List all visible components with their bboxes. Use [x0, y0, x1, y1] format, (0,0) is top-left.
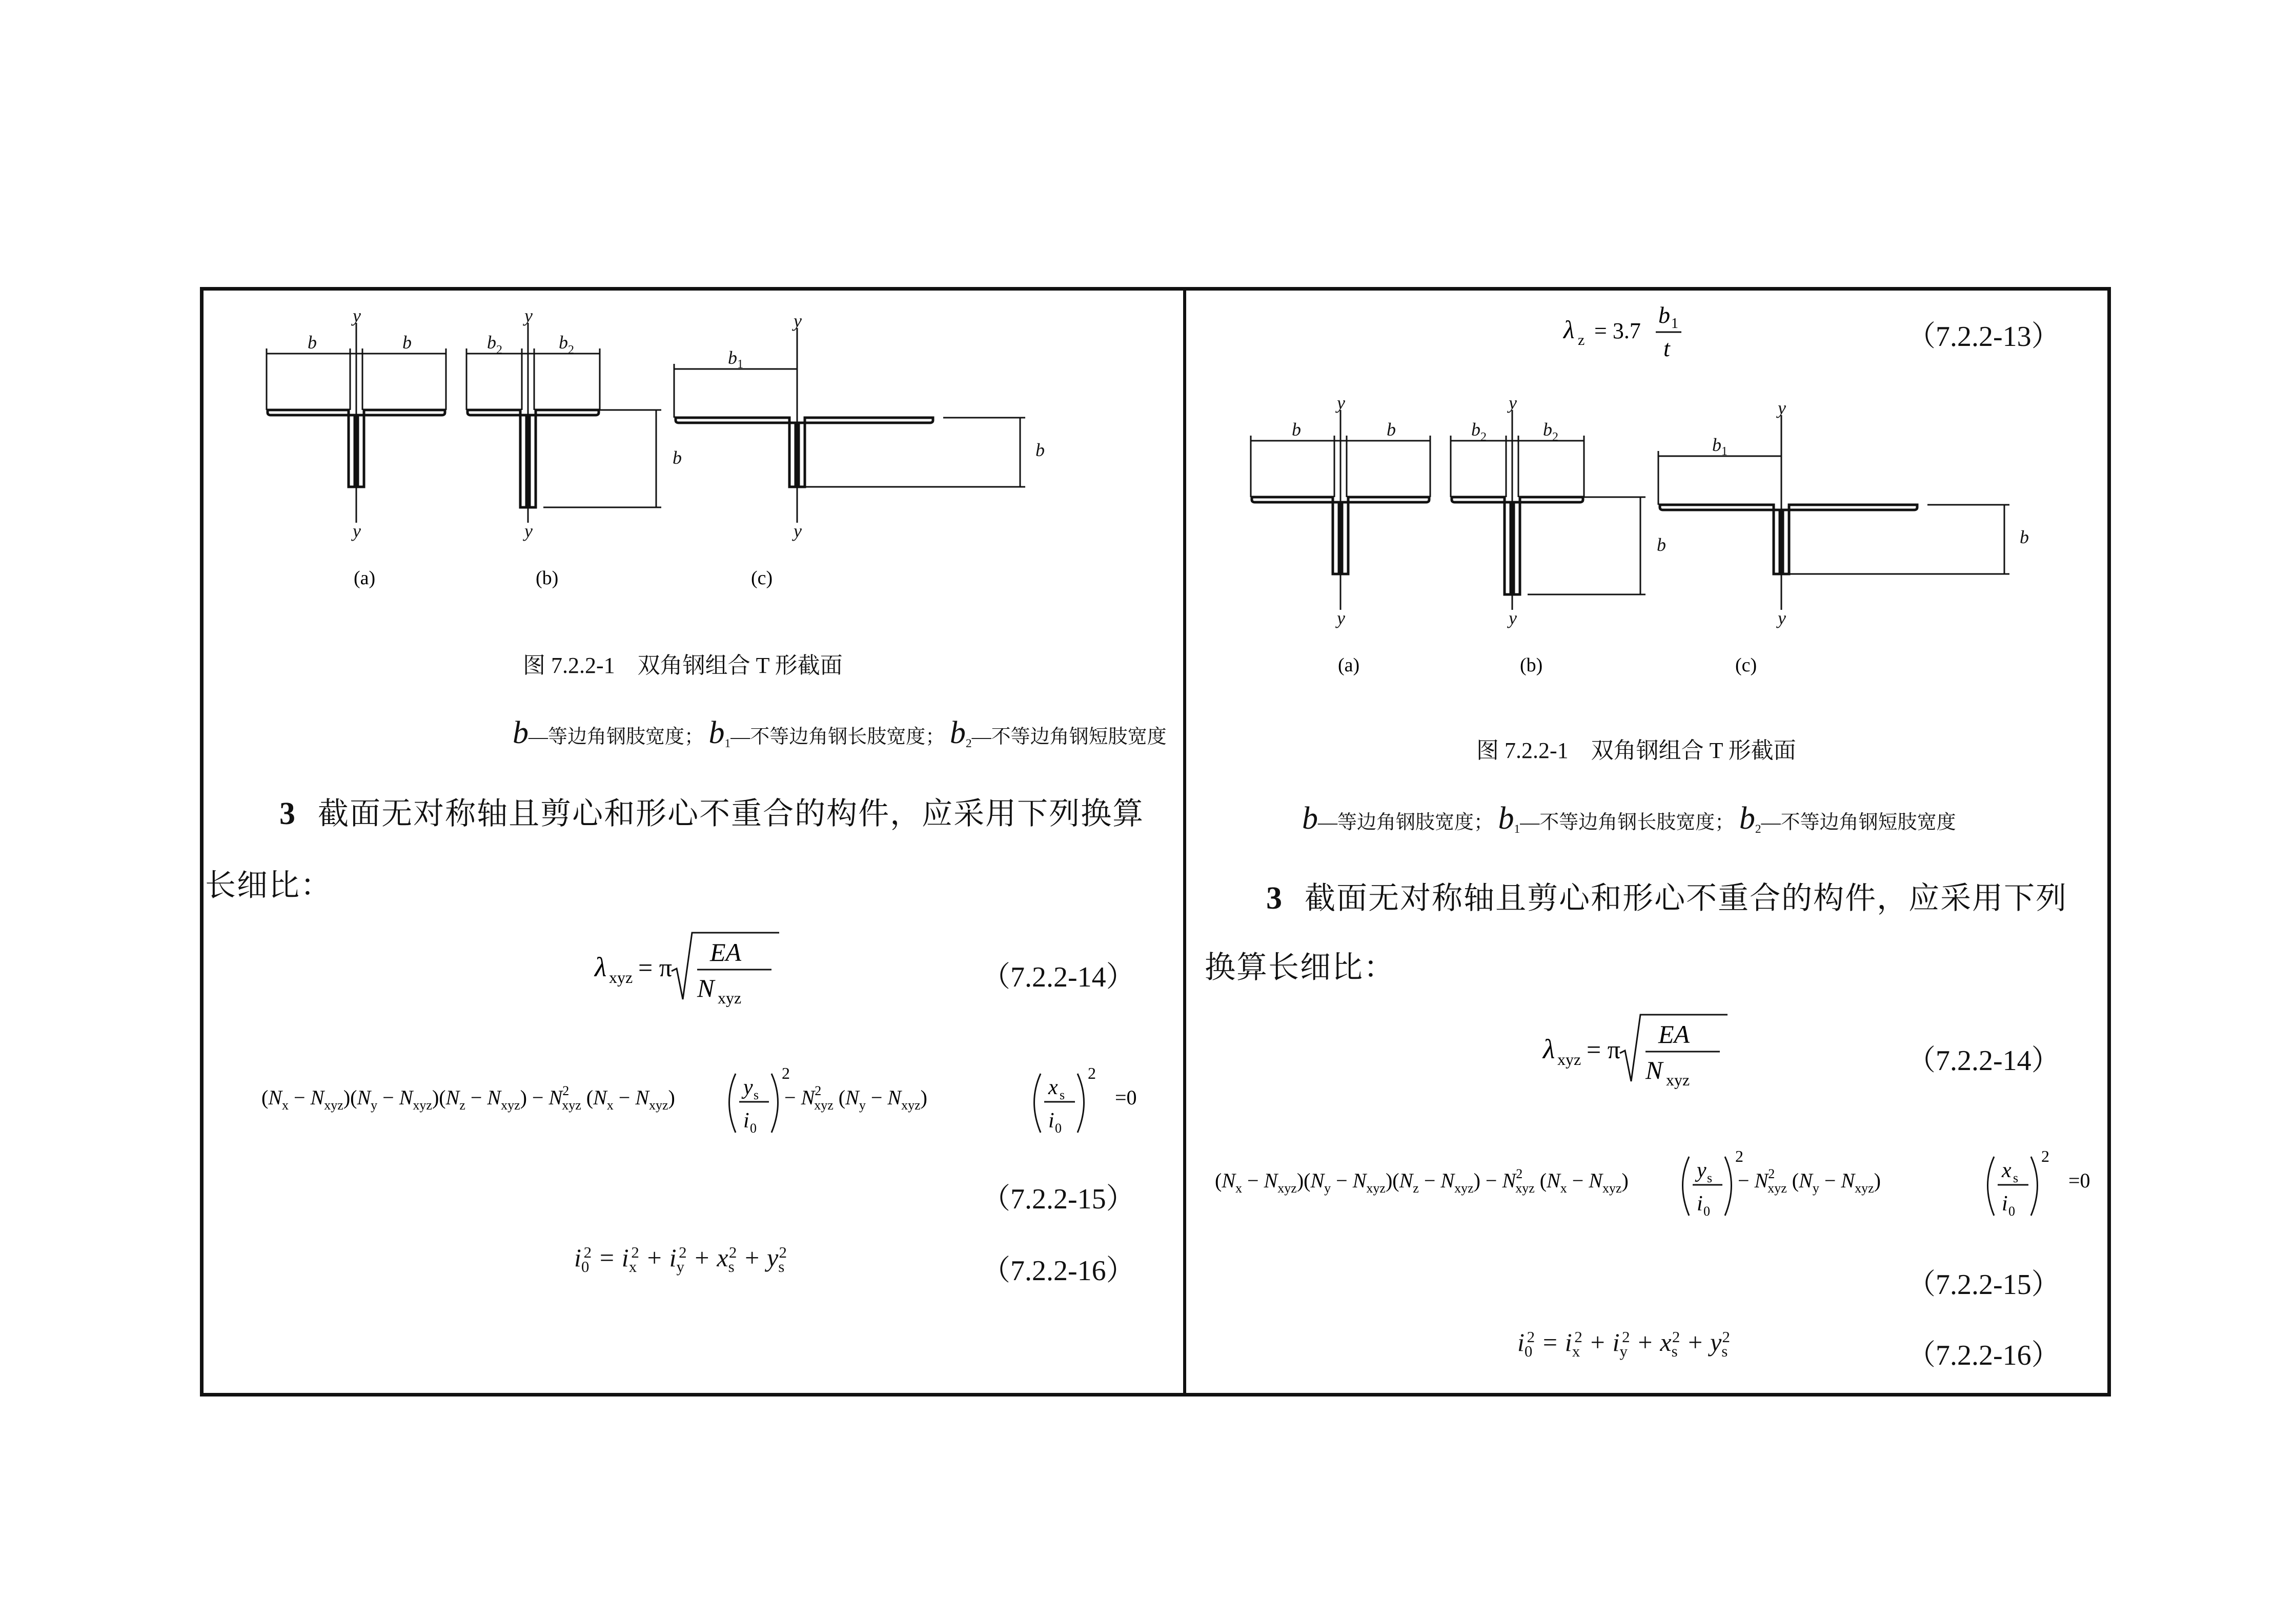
- legend-b1-sub: 1: [724, 737, 731, 751]
- svg-text:b: b: [1657, 535, 1666, 555]
- svg-text:0: 0: [2008, 1204, 2015, 1219]
- svg-text:b: b: [402, 332, 412, 353]
- svg-text:xyz: xyz: [1666, 1071, 1690, 1089]
- right-paragraph-line2: 换算长细比：: [1205, 950, 1395, 985]
- svg-text:xyz: xyz: [718, 989, 742, 1007]
- svg-text:− N2xyz (Ny − Nxyz): − $N^2$ xyz $(N_y - N_{xyz})$: [784, 1083, 927, 1113]
- svg-text:xyz: xyz: [609, 968, 633, 987]
- right-equation-13: [1558, 295, 1712, 377]
- svg-text:= π: = π: [1587, 1035, 1620, 1064]
- svg-text:y: y: [353, 521, 361, 541]
- svg-text:2: 2: [1735, 1147, 1743, 1165]
- svg-text:b: b: [673, 447, 682, 468]
- legend-b1-text: —不等边角钢长肢宽度；: [1520, 812, 1735, 833]
- svg-text:0: 0: [1055, 1121, 1062, 1136]
- right-eq14-number: （7.2.2-14）: [1907, 1045, 2060, 1077]
- legend-b2-symbol: b: [1739, 801, 1755, 836]
- svg-text:b: b: [487, 332, 496, 353]
- left-label-b: (b): [536, 567, 559, 589]
- svg-text:= 3.7: = 3.7: [1594, 318, 1641, 343]
- svg-text:y: y: [524, 521, 533, 541]
- right-label-a: (a): [1338, 654, 1360, 676]
- svg-text:i: i: [743, 1109, 749, 1133]
- right-equation-14: [1543, 1004, 1738, 1097]
- svg-text:2: 2: [496, 343, 502, 357]
- left-paragraph-line1: [279, 789, 1144, 833]
- column-divider: [1183, 287, 1186, 1396]
- svg-text:0: 0: [1703, 1204, 1710, 1219]
- legend-b1-sub: 1: [1514, 823, 1520, 836]
- right-figure-legend: [1302, 800, 1956, 837]
- right-label-b: (b): [1520, 654, 1543, 676]
- legend-b2-text: —不等边角钢短肢宽度: [1761, 812, 1956, 833]
- svg-text:b: b: [1712, 435, 1721, 455]
- svg-text:y: y: [1778, 398, 1786, 418]
- right-label-c: (c): [1735, 654, 1757, 676]
- svg-text:t: t: [1663, 335, 1670, 361]
- svg-text:λ: λ: [595, 952, 607, 982]
- right-paragraph-number: 3: [1266, 881, 1283, 916]
- legend-b1-symbol: b: [1498, 801, 1514, 836]
- svg-text:y: y: [524, 305, 533, 326]
- left-paragraph-line2: 长细比：: [205, 868, 332, 903]
- right-eq15-number: （7.2.2-15）: [1907, 1269, 2060, 1301]
- svg-text:2: 2: [568, 343, 574, 357]
- svg-text:b: b: [559, 332, 568, 353]
- svg-text:b: b: [1471, 419, 1480, 440]
- svg-text:x: x: [1048, 1076, 1058, 1099]
- svg-text:y: y: [794, 311, 802, 331]
- svg-text:y: y: [1778, 608, 1786, 628]
- svg-text:s: s: [1060, 1087, 1065, 1102]
- left-eq15-number: （7.2.2-15）: [982, 1183, 1135, 1215]
- right-equation-15: [1215, 1144, 2090, 1231]
- svg-text:x: x: [2002, 1159, 2011, 1182]
- svg-text:EA: EA: [710, 938, 742, 967]
- svg-text:EA: EA: [1658, 1020, 1690, 1049]
- svg-text:b: b: [1658, 302, 1670, 328]
- svg-text:N: N: [1645, 1056, 1663, 1084]
- left-eq14-number: （7.2.2-14）: [982, 961, 1135, 993]
- svg-text:2: 2: [782, 1064, 790, 1082]
- right-paragraph-text1: 截面无对称轴且剪心和形心不重合的构件，应采用下列: [1305, 880, 2068, 916]
- svg-text:b: b: [1035, 440, 1045, 460]
- svg-text:s: s: [2013, 1170, 2019, 1185]
- svg-text:i: i: [2002, 1192, 2008, 1216]
- left-equation-15: [261, 1061, 1137, 1148]
- svg-text:y: y: [1337, 393, 1345, 413]
- svg-text:λ: λ: [1563, 315, 1575, 344]
- left-label-a: (a): [354, 567, 376, 589]
- svg-text:z: z: [1578, 332, 1585, 348]
- svg-text:− N2xyz (Ny − Nxyz): − $N^2$ xyz $(N_y - N_{xyz})$: [1738, 1166, 1881, 1196]
- svg-text:y: y: [1509, 393, 1517, 413]
- svg-text:b: b: [2020, 527, 2029, 547]
- svg-text:1: 1: [1671, 316, 1678, 332]
- svg-text:s: s: [1707, 1170, 1713, 1185]
- left-figure-legend: [513, 715, 1167, 751]
- right-figure-t-sections: [1241, 395, 2081, 692]
- left-equation-14: [595, 922, 789, 1015]
- svg-text:0: 0: [750, 1121, 757, 1136]
- svg-text:b: b: [728, 347, 737, 368]
- left-equation-16: $i_0^2 = i_x^2 + i_y^2 + x_s^2 + y_s^2$: [574, 1243, 787, 1276]
- legend-b1-text: —不等边角钢长肢宽度；: [730, 726, 945, 748]
- right-equation-16: $i_0^2 = i_x^2 + i_y^2 + x_s^2 + y_s^2$: [1517, 1327, 1730, 1360]
- svg-text:b: b: [1387, 419, 1396, 440]
- svg-text:(Nx − Nxyz)(Ny − Nxyz)(Nz − Nx: $(N_x - N_{xyz})(N_y - N_{xyz})(N_z - N_{xyz}) - N^2$ xyz $(N_x - N_{xyz})$: [261, 1083, 675, 1113]
- left-figure-caption: 图 7.2.2-1 双角钢组合 T 形截面: [523, 653, 843, 678]
- svg-text:y: y: [743, 1076, 753, 1099]
- svg-text:1: 1: [737, 358, 743, 371]
- legend-b-text: —等边角钢肢宽度；: [529, 726, 704, 748]
- left-label-c: (c): [751, 567, 773, 589]
- legend-b2-sub: 2: [965, 737, 972, 751]
- svg-text:(Nx − Nxyz)(Ny − Nxyz)(Nz − Nx: $(N_x - N_{xyz})(N_y - N_{xyz})(N_z - N_{xyz}) - N^2$ xyz $(N_x - N_{xyz})$: [1215, 1166, 1629, 1196]
- legend-b2-text: —不等边角钢短肢宽度: [971, 726, 1167, 748]
- legend-b1-symbol: b: [708, 715, 725, 750]
- svg-text:2: 2: [1088, 1064, 1096, 1082]
- svg-text:2: 2: [1552, 430, 1558, 444]
- svg-text:s: s: [754, 1087, 759, 1102]
- svg-text:= π: = π: [638, 953, 672, 982]
- svg-text:=0: =0: [2068, 1169, 2090, 1192]
- svg-text:b: b: [1292, 419, 1301, 440]
- left-eq16-number: （7.2.2-16）: [982, 1255, 1135, 1287]
- svg-text:xyz: xyz: [1557, 1050, 1581, 1069]
- legend-b-text: —等边角钢肢宽度；: [1318, 812, 1494, 833]
- right-eq13-number: （7.2.2-13）: [1907, 321, 2060, 353]
- svg-text:N: N: [697, 974, 715, 1002]
- svg-text:2: 2: [2041, 1147, 2049, 1165]
- legend-b2-symbol: b: [949, 715, 966, 750]
- legend-b-symbol: b: [1302, 801, 1318, 836]
- left-paragraph-number: 3: [279, 796, 296, 831]
- svg-text:i: i: [1048, 1109, 1054, 1133]
- svg-text:=0: =0: [1115, 1086, 1137, 1109]
- svg-text:i: i: [1697, 1192, 1703, 1216]
- svg-text:b: b: [308, 332, 317, 353]
- right-eq16-number: （7.2.2-16）: [1907, 1340, 2060, 1371]
- svg-text:y: y: [353, 305, 361, 326]
- svg-text:y: y: [1337, 608, 1345, 628]
- svg-text:y: y: [794, 521, 802, 541]
- svg-text:λ: λ: [1543, 1034, 1555, 1064]
- right-paragraph-line1: [1266, 874, 2067, 918]
- svg-text:y: y: [1697, 1159, 1706, 1182]
- right-figure-caption: 图 7.2.2-1 双角钢组合 T 形截面: [1476, 738, 1796, 763]
- legend-b2-sub: 2: [1755, 823, 1761, 836]
- svg-text:1: 1: [1721, 445, 1728, 458]
- svg-text:b: b: [1543, 419, 1552, 440]
- svg-text:2: 2: [1480, 430, 1487, 444]
- left-paragraph-text1: 截面无对称轴且剪心和形心不重合的构件，应采用下列换算: [318, 796, 1145, 832]
- svg-text:y: y: [1509, 608, 1517, 628]
- legend-b-symbol: b: [513, 715, 529, 750]
- left-figure-t-sections: [256, 307, 1097, 605]
